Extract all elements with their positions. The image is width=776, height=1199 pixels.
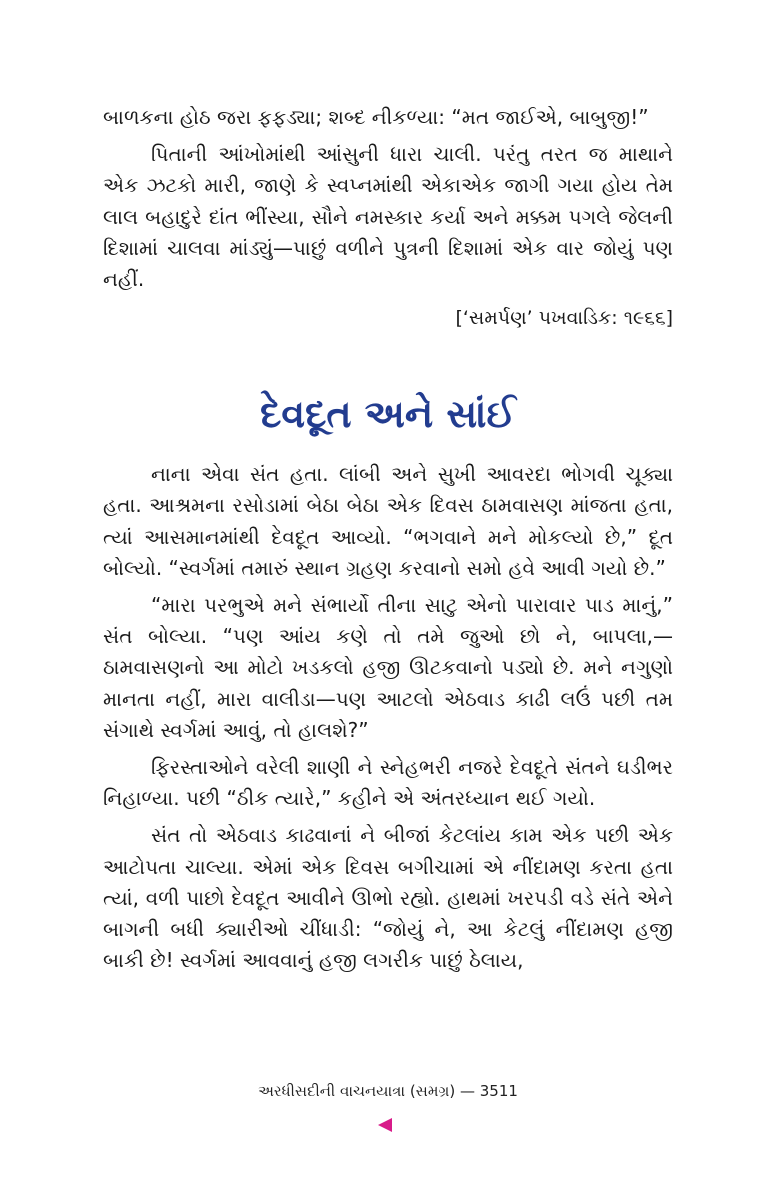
chapter-title: દેવદૂત અને સાંઈ (260, 392, 516, 437)
source-citation: [‘સમર્પણ’ પખવાડિક: ૧૯૬૬] (455, 307, 673, 330)
paragraph: ફિરસ્તાઓને વરેલી શાણી ને સ્નેહભરી નજરે દેવદૂતે સંતને ઘડીભર નિહાળ્યા. પછી “ઠીક ત્યારે,” કહીને એ અંતરધ્યાન થઈ ગયો. (103, 755, 673, 811)
page-footer: અરધીસદીની વાચનયાત્રા (સમગ્ર) — 3511 (258, 1082, 518, 1100)
paragraph: નાના એવા સંત હતા. લાંબી અને સુખી આવરદા ભોગવી ચૂક્યા હતા. આશ્રમના રસોડામાં બેઠા બેઠા એક દિવસ ઠામવાસણ માંજતા હતા, ત્યાં આસમાનમાંથી દેવદૂત આવ્યો. “ભગવાને મને મોકલ્યો છે,” દૂત બોલ્યો. “સ્વર્ગમાં તમારું સ્થાન ગ્રહણ કરવાનો સમો હવે આવી ગયો છે.” (103, 462, 673, 580)
paragraph: સંત તો એઠવાડ કાઢવાનાં ને બીજાં કેટલાંય કામ એક પછી એક આટોપતા ચાલ્યા. એમાં એક દિવસ બગીચામાં એ નીંદામણ કરતા હતા ત્યાં, વળી પાછો દેવદૂત આવીને ઊભો રહ્યો. હાથમાં ખરપડી વડે સંતે એને બાગની બધી ક્યારીઓ ચીંધાડી: “જોયું ને, આ કેટલું નીંદામણ હજી બાકી છે! સ્વર્ગમાં આવવાનું હજી લગરીક પાછું ઠેલાય, (103, 823, 673, 973)
paragraph: પિતાની આંખોમાંથી આંસુની ધારા ચાલી. પરંતુ તરત જ માથાને એક ઝટકો મારી, જાણે કે સ્વપ્નમાંથી એકાએક જાગી ગયા હોય તેમ લાલ બહાદુરે દાંત ભીંસ્યા, સૌને નમસ્કાર કર્યા અને મક્કમ પગલે જેલની દિશામાં ચાલવા માંડ્યું—પાછું વળીને પુત્રની દિશામાં એક વાર જોયું પણ નહીં. (103, 142, 673, 292)
paragraph: “મારા પરભુએ મને સંભાર્યો તીના સાટુ એનો પારાવાર પાડ માનું,” સંત બોલ્યા. “પણ આંય કણે તો તમે જુઓ છો ને, બાપલા,—ઠામવાસણનો આ મોટો ખડકલો હજી ઊટકવાનો પડ્યો છે. મને નગુણો માનતા નહીં, મારા વાલીડા—પણ આટલો એઠવાડ કાઢી લઉં પછી તમ સંગાથે સ્વર્ગમાં આવું, તો હાલશે?” (103, 593, 673, 742)
prev-page-arrow-icon[interactable] (378, 1118, 392, 1132)
paragraph: બાળકના હોઠ જરા ફફડ્યા; શબ્દ નીકળ્યા: “મત જાઈએ, બાબુજી!” (103, 105, 649, 129)
page-content (103, 102, 673, 976)
